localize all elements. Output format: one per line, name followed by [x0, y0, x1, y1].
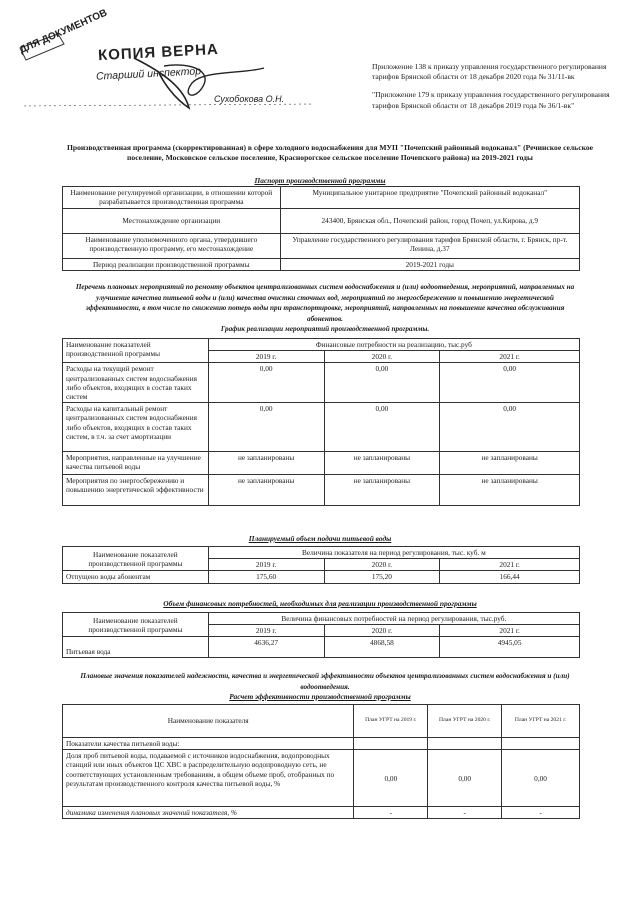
passport-label: Наименование уполномоченного органа, утвердившего производственную программу, его местонахождение — [63, 234, 281, 259]
year-header: 2021 г. — [440, 625, 580, 637]
table-row — [63, 234, 580, 259]
table-row — [63, 613, 580, 625]
volume-value: 175,20 — [324, 571, 440, 583]
year-header: 2020 г. — [324, 351, 440, 363]
efficiency-header-label: Наименование показателя — [63, 705, 354, 738]
year-header: 2019 г. — [208, 351, 324, 363]
passport-table — [62, 186, 580, 271]
appendix-reference — [372, 62, 620, 119]
efficiency-description — [70, 671, 580, 692]
measure-value: 0,00 — [440, 363, 580, 403]
table-row — [63, 475, 580, 506]
measures-header-finance: Финансовые потребности на реализацию, тыс.руб — [208, 339, 579, 351]
measure-value: не запланированы — [208, 475, 324, 506]
measure-value: 0,00 — [324, 403, 440, 452]
measures-description — [70, 282, 580, 335]
volume-header-value: Величина показателя на период регулирования, тыс. куб. м — [208, 547, 579, 559]
passport-label: Наименование регулируемой организации, в отношении которой разрабатывается производственная программа — [63, 187, 281, 209]
plan-header: План УГРТ на 2021 г. — [502, 705, 580, 738]
certified-copy-stamp — [14, 7, 314, 118]
passport-value: Муниципальное унитарное предприятие "Почепский районный водоканал" — [280, 187, 579, 209]
document-title: Производственная программа (скорректированная) в сфере холодного водоснабжения для МУП "Почепский районный водоканал" (Речинское сельское поселение, Московское сельское поселение, Краснорогское сельское поселение Почепского района) на 2019-2021 годы — [66, 143, 594, 162]
table-row — [63, 209, 580, 234]
passport-value: Управление государственного регулирования тарифов Брянской области, г. Брянск, пр-т. Ленина, д.37 — [280, 234, 579, 259]
section-label: Показатели качества питьевой воды: — [63, 738, 354, 750]
measure-value: не запланированы — [208, 452, 324, 475]
table-row — [63, 547, 580, 559]
measure-value: не запланированы — [324, 475, 440, 506]
efficiency-value: 0,00 — [354, 750, 428, 807]
efficiency-value: 0,00 — [502, 750, 580, 807]
year-header: 2020 г. — [324, 559, 440, 571]
appendix-line-2: "Приложение 179 к приказу управления государственного регулирования тарифов Брянской области от 18 декабря 2019 года № 36/1-вк" — [372, 90, 610, 110]
measure-label: Мероприятия, направленные на улучшение качества питьевой воды — [63, 452, 209, 475]
efficiency-table — [62, 704, 580, 819]
volume-caption: Планируемый объем подачи питьевой воды — [248, 534, 392, 543]
volume-value: 166,44 — [440, 571, 580, 583]
year-header: 2020 г. — [324, 625, 440, 637]
efficiency-caption-2: Расчет эффективности производственной программы — [229, 692, 411, 701]
volume-table — [62, 546, 580, 584]
measure-label: Расходы на текущий ремонт централизованных систем водоснабжения либо объектов, входящих в состав таких систем — [63, 363, 209, 403]
efficiency-value: 0,00 — [428, 750, 502, 807]
stamp-name-label: Сухобокова О.Н. — [214, 94, 285, 104]
table-row — [63, 807, 580, 819]
volume-header-label: Наименование показателей производственной программы — [63, 547, 209, 571]
finance-value: 4636,27 — [208, 637, 324, 658]
dynamics-value: - — [428, 807, 502, 819]
measure-value: 0,00 — [208, 363, 324, 403]
year-header: 2021 г. — [440, 351, 580, 363]
dynamics-value: - — [354, 807, 428, 819]
table-row — [63, 637, 580, 658]
table-row — [63, 452, 580, 475]
dynamics-value: - — [502, 807, 580, 819]
plan-header: План УГРТ на 2020 г. — [428, 705, 502, 738]
finance-value: 4868,58 — [324, 637, 440, 658]
passport-value: 243400, Брянская обл., Почепский район, город Почеп, ул.Кирова, д.9 — [280, 209, 579, 234]
finance-value: 4945,05 — [440, 637, 580, 658]
measures-header-label: Наименование показателей производственной программы — [63, 339, 209, 363]
measure-value: не запланированы — [324, 452, 440, 475]
measure-label: Мероприятия по энергосбережению и повышению энергетической эффективности — [63, 475, 209, 506]
plan-header: План УГРТ на 2019 г. — [354, 705, 428, 738]
finance-table — [62, 612, 580, 658]
passport-label: Местонахождение организации — [63, 209, 281, 234]
measure-value: 0,00 — [208, 403, 324, 452]
appendix-line-1: Приложение 138 к приказу управления государственного регулирования тарифов Брянской области от 18 декабря 2020 года № 31/11-вк — [372, 62, 607, 82]
measures-table — [62, 338, 580, 506]
passport-value: 2019-2021 годы — [280, 259, 579, 271]
table-row — [63, 187, 580, 209]
table-row — [63, 403, 580, 452]
passport-caption: Паспорт производственной программы — [254, 176, 386, 185]
stamp-main-label: КОПИЯ ВЕРНА — [97, 40, 220, 65]
measure-label: Расходы на капитальный ремонт централизованных систем водоснабжения либо объектов, входящих в состав таких систем, в т.ч. за счет амортизации — [63, 403, 209, 452]
passport-label: Период реализации производственной программы — [63, 259, 281, 271]
year-header: 2019 г. — [208, 625, 324, 637]
measure-value: 0,00 — [324, 363, 440, 403]
table-row — [63, 705, 580, 738]
schedule-caption: График реализации мероприятий производственной программы. — [220, 325, 430, 333]
measure-value: не запланированы — [440, 475, 580, 506]
measures-caption: Перечень плановых мероприятий по ремонту объектов централизованных систем водоснабжения и (или) водоотведения, мероприятий, направленных на улучшение качества питьевой воды и (или) качества очистки сточных вод, мероприятий по энергосбережению и повышению энергетической эффективности, в том числе по снижению потерь воды при транспортировке, мероприятий, направленных на повышение качества обслуживания абонентов. — [75, 283, 575, 323]
volume-value: 175,60 — [208, 571, 324, 583]
table-row — [63, 738, 580, 750]
year-header: 2021 г. — [440, 559, 580, 571]
table-row — [63, 259, 580, 271]
measure-value: не запланированы — [440, 452, 580, 475]
finance-header-label: Наименование показателей производственной программы — [63, 613, 209, 637]
measure-value: 0,00 — [440, 403, 580, 452]
year-header: 2019 г. — [208, 559, 324, 571]
table-row — [63, 363, 580, 403]
stamp-role-label: Старший инспектор — [95, 65, 202, 83]
finance-header-value: Величина финансовых потребностей на период регулирования, тыс.руб. — [208, 613, 579, 625]
table-row — [63, 750, 580, 807]
volume-row-label: Отпущено воды абонентам — [63, 571, 209, 583]
efficiency-row-label: Доля проб питьевой воды, подаваемой с источников водоснабжения, водопроводных станций или иных объектов ЦС ХВС в распределительную водопроводную сеть, не соответствующих установленным требованиям, в общем объеме проб, отобранных по результатам производственного контроля качества питьевой воды, % — [63, 750, 354, 807]
table-row — [63, 339, 580, 351]
finance-row-label: Питьевая вода — [63, 637, 209, 658]
stamp-corner-label: ДЛЯ ДОКУМЕНТОВ — [18, 7, 109, 57]
dynamics-label: динамика изменения плановых значений показателя, % — [63, 807, 354, 819]
finance-caption: Объем финансовых потребностей, необходимых для реализации производственной программы — [163, 599, 477, 608]
efficiency-caption-1: Плановые значения показателей надежности, качества и энергетической эффективности объектов централизованных систем водоснабжения и (или) водоотведения. — [80, 672, 570, 691]
table-row — [63, 571, 580, 583]
